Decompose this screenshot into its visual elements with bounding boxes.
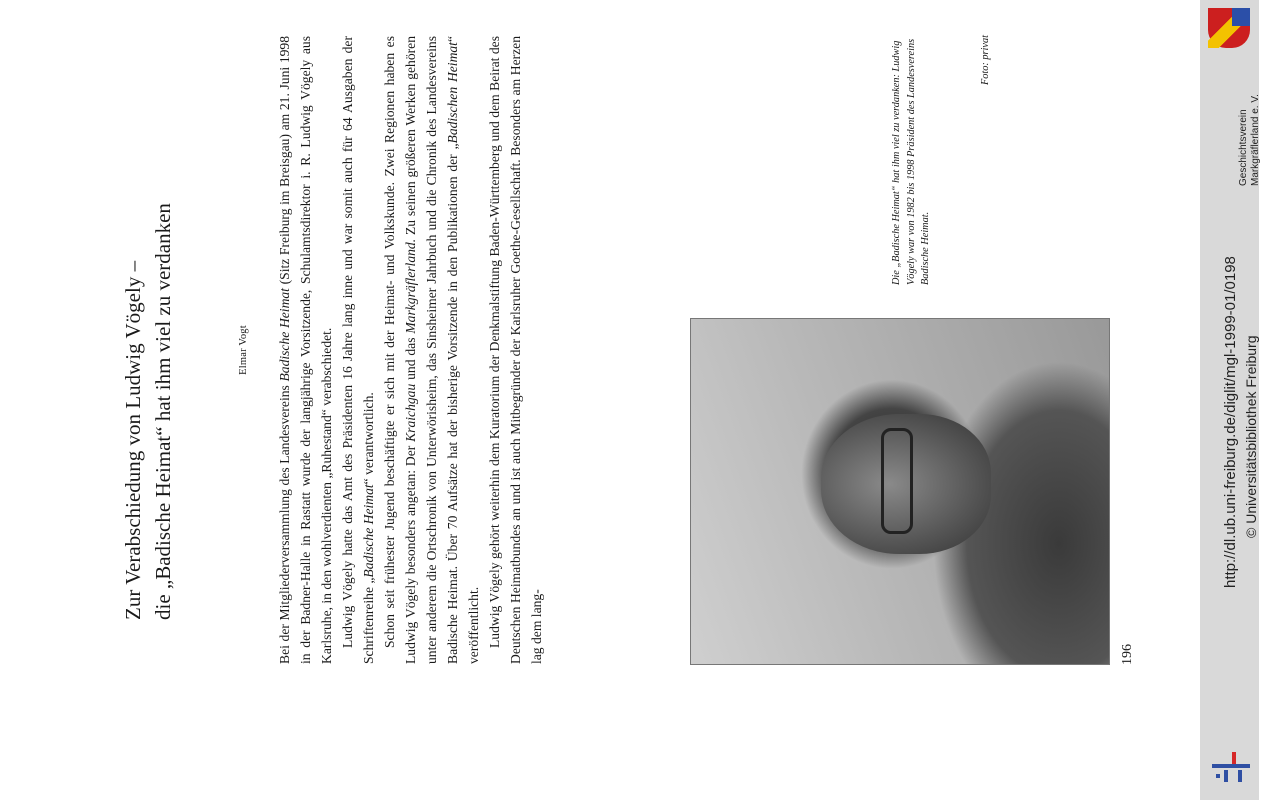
paragraph-3: Schon seit frühester Jugend beschäftigte er sich mit der Heimat- und Volkskunde. Zwei Regionen haben es Ludwig Vögely besonders angetan: Der Kraichgau und das Markgräflerland. Zu seinen größeren Werken gehören unter anderem die Ortschronik von Unterwörisheim, das Sinsheimer Jahrbuch und die Chronik des Landesvereins Badische Heimat. Über 70 Aufsätze hat der bisherige Vorsitzende in den Publikationen der „Badischen Heimat“ veröffentlicht. — [382, 35, 481, 664]
org-name-line-2: Markgräflerland e. V. — [1250, 94, 1261, 186]
title-line-1: Zur Verabschiedung von Ludwig Vögely – — [121, 260, 145, 620]
org-name-line-1: Geschichtsverein — [1238, 109, 1249, 186]
paragraph-4: Ludwig Vögely gehört weiterhin dem Kuratorium der Denkmalstiftung Baden-Württemberg und dem Beirat des Deutschen Heimatbundes an und ist auch Mitbegründer der Karlsruher Goethe-Gesellschaft. Besonders am Herzen lag dem lang- — [487, 36, 544, 664]
source-url-link[interactable]: http://dl.ub.uni-freiburg.de/diglit/mgl-1999-01/0198 — [1222, 256, 1239, 588]
rotated-page-content — [90, 20, 1135, 680]
page-number: 196 — [1120, 644, 1135, 665]
scanned-page — [90, 20, 1135, 680]
portrait-photo — [690, 318, 1110, 665]
paragraph-1: Bei der Mitgliederversammlung des Landesvereins Badische Heimat (Sitz Freiburg im Breisgau) am 21. Juni 1998 in der Badner-Halle in Rastatt wurde der langjährige Vorsitzende, Schulamtsdirektor i. R. Ludwig Vögely aus Karlsruhe, in den wohlverdienten „Ruhestand“ verabschiedet. — [277, 35, 334, 664]
copyright-notice: © Universitätsbibliothek Freiburg — [1243, 335, 1259, 538]
coat-of-arms-icon — [1208, 8, 1250, 48]
ub-freiburg-logo-icon — [1212, 752, 1250, 782]
title-line-2: die „Badische Heimat“ hat ihm viel zu verdanken — [151, 203, 175, 620]
paragraph-2: Ludwig Vögely hatte das Amt des Präsidenten 16 Jahre lang inne und war somit auch für 64 Ausgaben der Schriftenreihe „Badische Heimat“ verantwortlich. — [340, 36, 376, 664]
photo-caption: Die „Badische Heimat“ hat ihm viel zu verdanken: Ludwig Vögely war von 1982 bis 1998 Präsident des Landesvereins Badische Heimat. — [891, 38, 931, 285]
portrait-glasses — [881, 428, 913, 534]
photo-credit: Foto: privat — [980, 35, 991, 86]
article-title — [118, 60, 178, 620]
article-body — [274, 36, 547, 664]
author-name: Elmar Vogt — [238, 325, 249, 375]
